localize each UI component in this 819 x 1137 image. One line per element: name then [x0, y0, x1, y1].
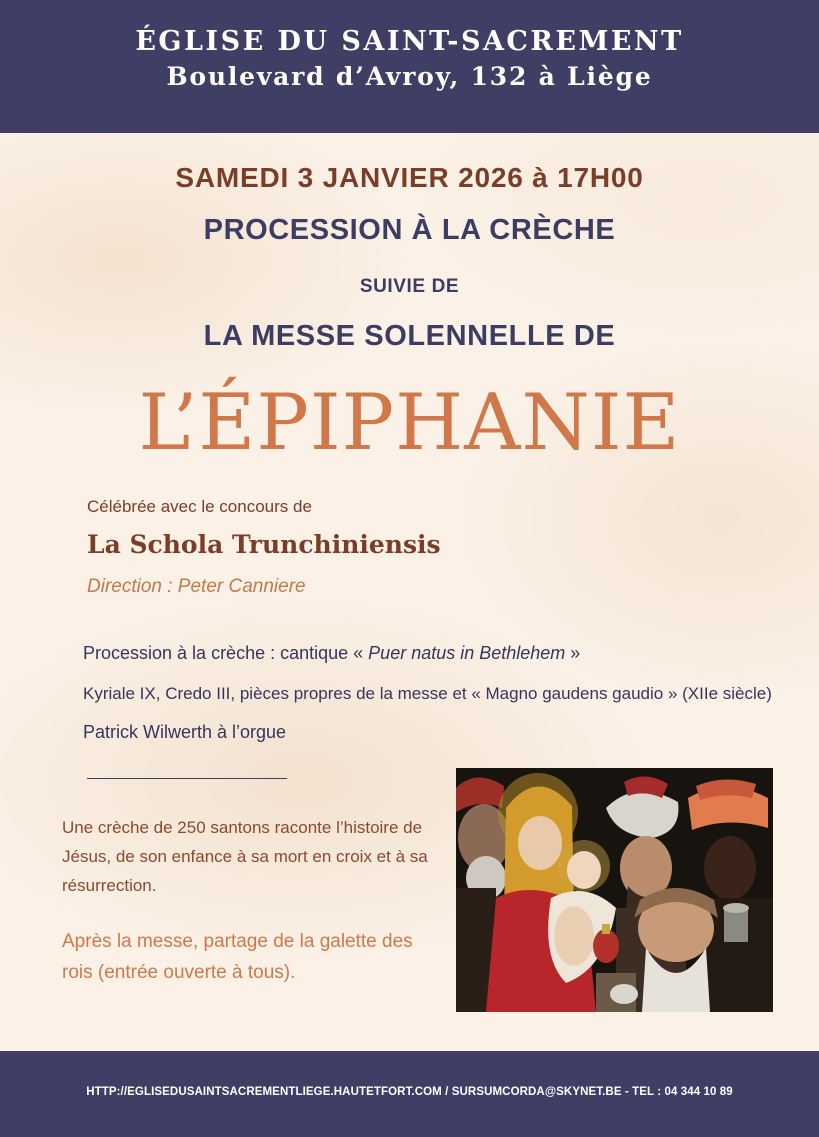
after-mass-note: Après la messe, partage de la galette des rois (entrée ouverte à tous). [62, 931, 413, 983]
choir-name: La Schola Trunchiniensis [87, 530, 441, 559]
program-item-procession-prefix: Procession à la crèche : cantique « [83, 643, 369, 663]
contact-info: HTTP://EGLISEDUSAINTSACREMENTLIEGE.HAUTETFORT.COM / SURSUMCORDA@SKYNET.BE - TEL : 04 344 10 89 [86, 1086, 733, 1098]
program-item-organ: Patrick Wilwerth à l’orgue [83, 722, 287, 742]
choir-direction: Direction : Peter Canniere [87, 576, 306, 597]
followed-by-label: SUIVIE DE [359, 276, 460, 297]
creche-description: Une crèche de 250 santons raconte l’histoire de Jésus, de son enfance à sa mort en croix et à sa résurrection. [62, 818, 428, 895]
program-item-chants: Kyriale IX, Credo III, pièces propres de la messe et « Magno gaudens gaudio » (XIIe siècle) [83, 684, 772, 703]
church-name: ÉGLISE DU SAINT-SACREMENT [135, 26, 684, 57]
adoration-of-the-magi-painting [456, 768, 773, 1012]
feast-title: L’ÉPIPHANIE [138, 378, 681, 468]
divider [87, 778, 287, 779]
program-item-procession-suffix: » [565, 643, 581, 663]
procession-title: PROCESSION À LA CRÈCHE [203, 214, 616, 246]
mass-title: LA MESSE SOLENNELLE DE [203, 320, 616, 352]
header-banner [0, 0, 819, 133]
footer-banner [0, 1051, 819, 1137]
church-address: Boulevard d’Avroy, 132 à Liège [166, 62, 653, 91]
program-item-procession [83, 643, 580, 664]
hymn-title: Puer natus in Bethlehem [368, 643, 566, 663]
choir-intro: Célébrée avec le concours de [87, 497, 312, 516]
event-date: SAMEDI 3 JANVIER 2026 à 17H00 [175, 162, 644, 193]
